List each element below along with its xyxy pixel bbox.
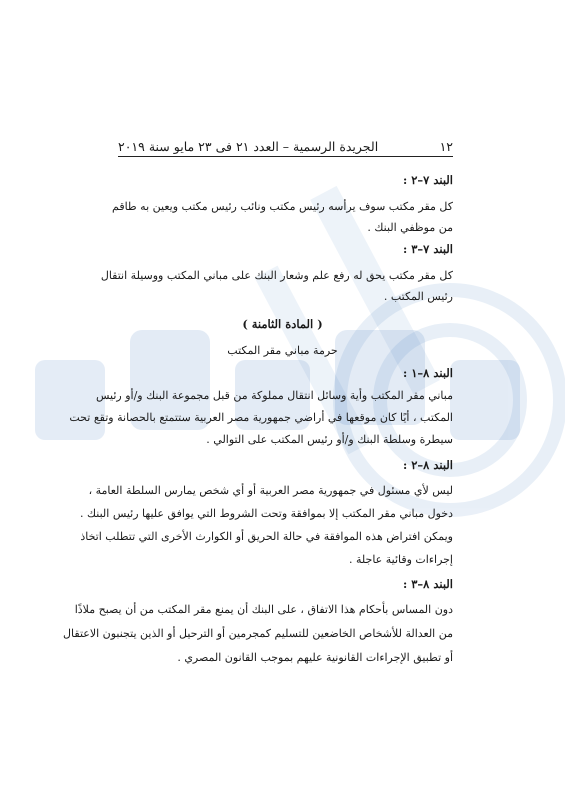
paragraph-line: ليس لأي مسئول في جمهورية مصر العربية أو أي شخص يمارس السلطة العامة ،: [88, 484, 453, 497]
paragraph-line: ويمكن افتراض هذه الموافقة في حالة الحريق أو الكوارث الأخرى التي تتطلب اتخاذ: [80, 530, 453, 543]
clause-heading: البند ٧–٣ :: [402, 242, 453, 256]
page-number: ١٢: [439, 139, 453, 154]
paragraph-line: من موظفي البنك .: [367, 221, 453, 234]
gazette-title: الجريدة الرسمية – العدد ٢١ فى ٢٣ مايو سنة ٢٠١٩: [118, 139, 379, 154]
clause-heading: البند ٨–٢ :: [402, 458, 453, 472]
article-subtitle: حرمة مباني مقر المكتب: [227, 344, 338, 357]
paragraph-line: كل مقر مكتب سوف يرأسه رئيس مكتب ونائب رئيس مكتب ويعين به طاقم: [112, 200, 453, 213]
paragraph-line: إجراءات وقائية عاجلة .: [348, 553, 453, 566]
clause-heading: البند ٧–٢ :: [402, 173, 453, 187]
clause-heading: البند ٨–٣ :: [402, 577, 453, 591]
paragraph-line: المكتب ، أيًا كان موقعها في أراضي جمهورية مصر العربية ستتمتع بالحصانة وتقع تحت: [69, 411, 453, 424]
article-title: ( المادة الثامنة ): [242, 317, 323, 331]
page-header: [118, 132, 453, 154]
paragraph-line: مباني مقر المكتب وأية وسائل انتقال مملوكة من قبل مجموعة البنك و/أو رئيس: [96, 389, 453, 402]
paragraph-line: كل مقر مكتب يحق له رفع علم وشعار البنك على مباني المكتب ووسيلة انتقال: [100, 269, 453, 282]
clause-heading: البند ٨–١ :: [402, 366, 453, 380]
paragraph-line: من العدالة للأشخاص الخاضعين للتسليم كمجرمين أو الترحيل أو الذين يتجنبون الاعتقال: [63, 627, 453, 640]
paragraph-line: سيطرة وسلطة البنك و/أو رئيس المكتب على التوالي .: [206, 433, 453, 446]
header-divider: [118, 156, 453, 157]
paragraph-line: رئيس المكتب .: [383, 290, 453, 303]
paragraph-line: دون المساس بأحكام هذا الاتفاق ، على البنك أن يمنع مقر المكتب من أن يصبح ملاذًا: [74, 603, 453, 616]
paragraph-line: أو تطبيق الإجراءات القانونية عليهم بموجب القانون المصري .: [177, 651, 453, 664]
paragraph-line: دخول مباني مقر المكتب إلا بموافقة وتحت الشروط التي يوافق عليها رئيس البنك .: [80, 507, 453, 520]
